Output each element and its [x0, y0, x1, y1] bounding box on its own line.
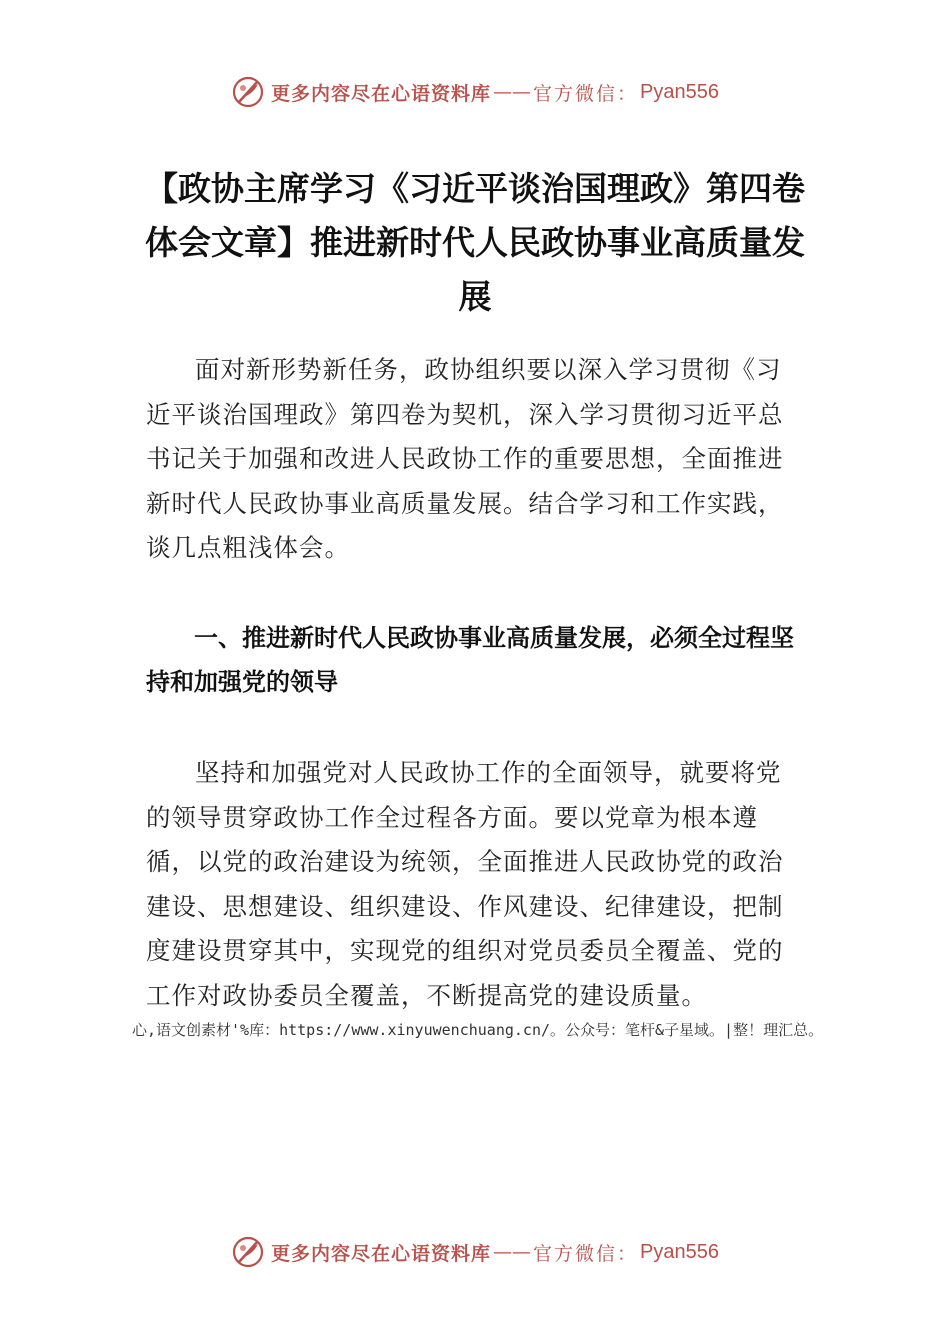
- section-body-1: 坚持和加强党对人民政协工作的全面领导，就要将党的领导贯穿政协工作全过程各方面。要以党章为根本遵循，以党的政治建设为统领，全面推进人民政协党的政治建设、思想建设、组织建设、作风建设、纪律建设，把制度建设贯穿其中，实现党的组织对党员委员全覆盖、党的工作对政协委员全覆盖，不断提高党的建设质量。: [146, 758, 784, 1010]
- section-heading-1: 一、推进新时代人民政协事业高质量发展，必须全过程坚持和加强党的领导: [146, 624, 794, 696]
- footer-banner: [0, 1232, 950, 1272]
- header-banner: [0, 72, 950, 112]
- quill-logo-icon: [231, 1235, 265, 1269]
- promo-text: 更多内容尽在心语资料库: [271, 82, 492, 105]
- source-note: 心,语文创素材'%库：https://www.xinyuwenchuang.cn/。公众号：笔杆&子星域。|整！理汇总。: [132, 1021, 824, 1039]
- wechat-id: Pyan556: [640, 80, 719, 103]
- wechat-label: 官方微信：: [533, 1242, 639, 1265]
- document-title: 【政协主席学习《习近平谈治国理政》第四卷体会文章】推进新时代人民政协事业高质量发展: [145, 169, 805, 316]
- promo-text: 更多内容尽在心语资料库: [271, 1242, 492, 1265]
- intro-paragraph: 面对新形势新任务，政协组织要以深入学习贯彻《习近平谈治国理政》第四卷为契机，深入学习贯彻习近平总书记关于加强和改进人民政协工作的重要思想，全面推进新时代人民政协事业高质量发展。结合学习和工作实践，谈几点粗浅体会。: [146, 355, 784, 562]
- banner-separator: ——: [493, 1241, 532, 1263]
- quill-logo-icon: [231, 75, 265, 109]
- banner-separator: ——: [493, 81, 532, 103]
- wechat-label: 官方微信：: [533, 82, 639, 105]
- wechat-id: Pyan556: [640, 1240, 719, 1263]
